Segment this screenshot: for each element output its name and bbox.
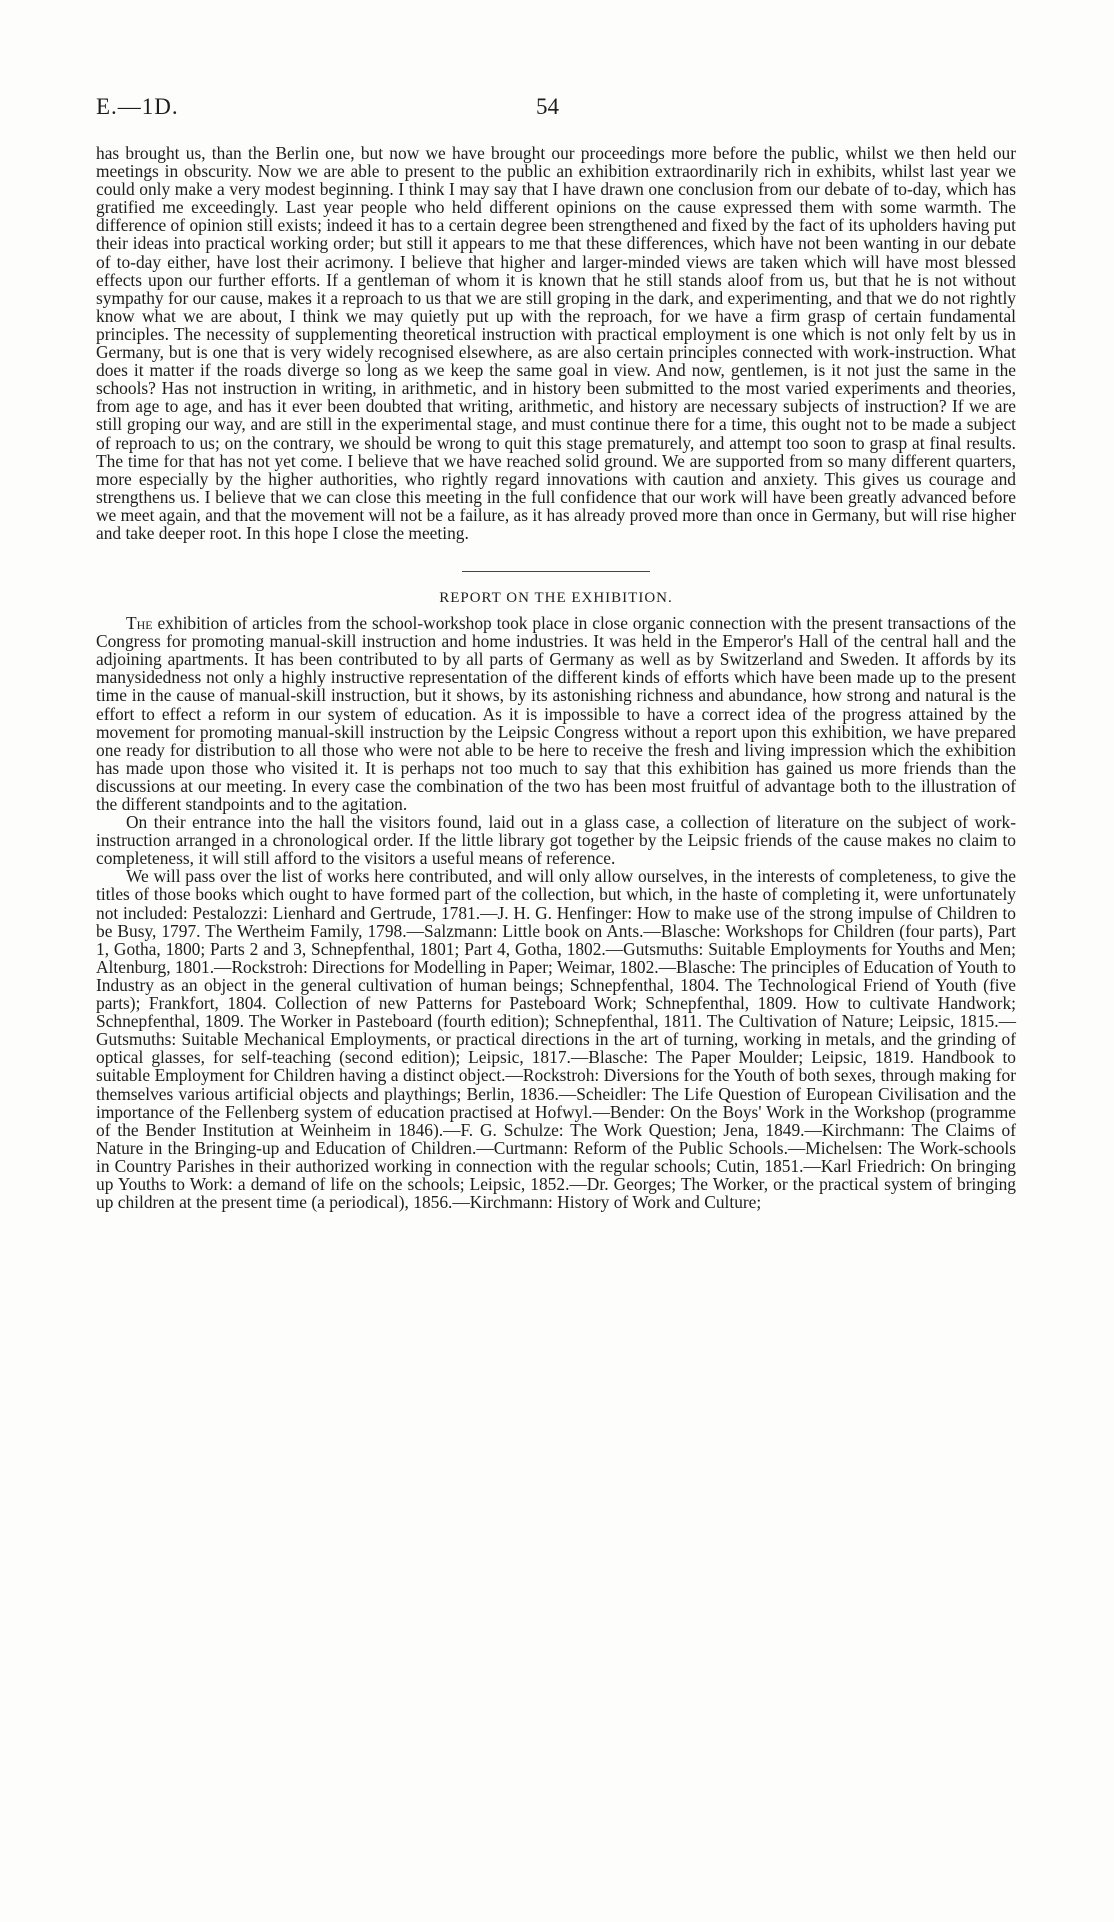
page-number: 54 <box>536 94 559 119</box>
page-header <box>96 94 1016 124</box>
document-reference: E.—1D. <box>96 94 179 119</box>
page-body <box>96 144 1016 1211</box>
report-paragraph-2: On their entrance into the hall the visitors found, laid out in a glass case, a collection of literature on the subject of work-instruction arranged in a chronological order. If the little library got together by the Leipsic friends of the cause makes no claim to completeness, it will still afford to the visitors a useful means of reference. <box>96 812 1016 869</box>
report-paragraph-1-text: exhibition of articles from the school-workshop took place in close organic connection with the present transactions of the Congress for promoting manual-skill instruction and home industries. It was held in the Emperor's Hall of the central hall and the adjoining apartments. It has been contributed to by all parts of Germany as well as by Switzerland and Sweden. It affords by its manysidedness not only a highly instructive representation of the different kinds of efforts which have been made up to the present time in the cause of manual-skill instruction, but it shows, by its astonishing richness and abundance, how strong and natural is the effort to effect a reform in our system of education. As it is impossible to have a correct idea of the progress attained by the movement for promoting manual-skill instruction by the Leipsic Congress without a report upon this exhibition, we have prepared one ready for distribution to all those who were not able to be here to receive the fresh and living impression which the exhibition has made upon those who visited it. It is perhaps not too much to say that this exhibition has gained us more friends than the discussions at our meeting. In every case the combination of the two has been most fruitful of advantage both to the illustration of the different standpoints and to the agitation. <box>96 613 1016 814</box>
continuation-paragraph: has brought us, than the Berlin one, but now we have brought our proceedings more before the public, whilst we then held our meetings in obscurity. Now we are able to present to the public an exhibition extraordinarily rich in exhibits, whilst last year we could only make a very modest beginning. I think I may say that I have drawn one conclusion from our debate of to-day, which has gratified me exceedingly. Last year people who held different opinions on the cause expressed them with some warmth. The difference of opinion still exists; indeed it has to a certain degree been strengthened and fixed by the fact of its upholders having put their ideas into practical working order; but still it appears to me that these differences, which have not been wanting in our debate of to-day either, have lost their acrimony. I believe that higher and larger-minded views are taken which will have most blessed effects upon our further efforts. If a gentleman of whom it is known that he still stands aloof from us, but that he is not without sympathy for our cause, makes it a reproach to us that we are still groping in the dark, and experimenting, and that we do not rightly know what we are about, I think we may quietly put up with the reproach, for we have a firm grasp of certain fundamental principles. The necessity of supplementing theoretical instruction with practical employment is one which is not only felt by us in Germany, but is one that is very widely recognised elsewhere, as are also certain principles connected with work-instruction. What does it matter if the roads diverge so long as we keep the same goal in view. And now, gentlemen, is it not just the same in the schools? Has not instruction in writing, in arithmetic, and in history been submitted to the most varied experiments and theories, from age to age, and has it ever been doubted that writing, arithmetic, and history are necessary subjects of instruction? If we are still groping our way, and are still in the experimental stage, and must continue there for a time, this ought not to be made a subject of reproach to us; on the contrary, we should be wrong to quit this stage prematurely, and attempt too soon to grasp at final results. The time for that has not yet come. I believe that we have reached solid ground. We are supported from so many different quarters, more especially by the higher authorities, who rightly regard innovations with caution and anxiety. This gives us courage and strengthens us. I believe that we can close this meeting in the full confidence that our work will have been greatly advanced before we meet again, and that the movement will not be a failure, as it has already proved more than once in Germany, but will rise higher and take deeper root. In this hope I close the meeting. <box>96 143 1016 543</box>
report-paragraph-1 <box>96 614 1016 813</box>
report-paragraph-3: We will pass over the list of works here contributed, and will only allow ourselves, in the interests of completeness, to give the titles of those books which ought to have formed part of the collection, but which, in the haste of completing it, were unfortunately not included: Pestalozzi: Lienhard and Gertrude, 1781.—J. H. G. Henfinger: How to make use of the strong impulse of Children to be Busy, 1797. The Wertheim Family, 1798.—Salzmann: Little book on Ants.—Blasche: Workshops for Children (four parts), Part 1, Gotha, 1800; Parts 2 and 3, Schnepfenthal, 1801; Part 4, Gotha, 1802.—Gutsmuths: Suitable Employments for Youths and Men; Altenburg, 1801.—Rockstroh: Directions for Modelling in Paper; Weimar, 1802.—Blasche: The principles of Education of Youth to Industry as an object in the general cultivation of human beings; Schnepfenthal, 1804. The Technological Friend of Youth (five parts); Frankfort, 1804. Collection of new Patterns for Pasteboard Work; Schnepfenthal, 1809. How to cultivate Handwork; Schnepfenthal, 1809. The Worker in Pasteboard (fourth edition); Schnepfenthal, 1811. The Cultivation of Nature; Leipsic, 1815.—Gutsmuths: Suitable Mechanical Employments, or practical directions in the art of turning, working in metals, and the grinding of optical glasses, for self-teaching (second edition); Leipsic, 1817.—Blasche: The Paper Moulder; Leipsic, 1819. Handbook to suitable Employment for Children having a distinct object.—Rockstroh: Diversions for the Youth of both sexes, through making for themselves various artificial objects and playthings; Berlin, 1836.—Scheidler: The Life Question of European Civilisation and the importance of the Fellenberg system of education practised at Hofwyl.—Bender: On the Boys' Work in the Workshop (programme of the Bender Institution at Weinheim in 1846).—F. G. Schulze: The Work Question; Jena, 1849.—Kirchmann: The Claims of Nature in the Bringing-up and Education of Children.—Curtmann: Reform of the Public Schools.—Michelsen: The Work-schools in Country Parishes in their authorized working in connection with the regular schools; Cutin, 1851.—Karl Friedrich: On bringing up Youths to Work: a demand of life on the schools; Leipsic, 1852.—Dr. Georges; The Worker, or the practical system of bringing up children at the present time (a periodical), 1856.—Kirchmann: History of Work and Culture; <box>96 866 1016 1213</box>
section-title: REPORT ON THE EXHIBITION. <box>439 590 673 607</box>
lead-word: The <box>126 613 153 634</box>
section-divider <box>462 571 650 572</box>
